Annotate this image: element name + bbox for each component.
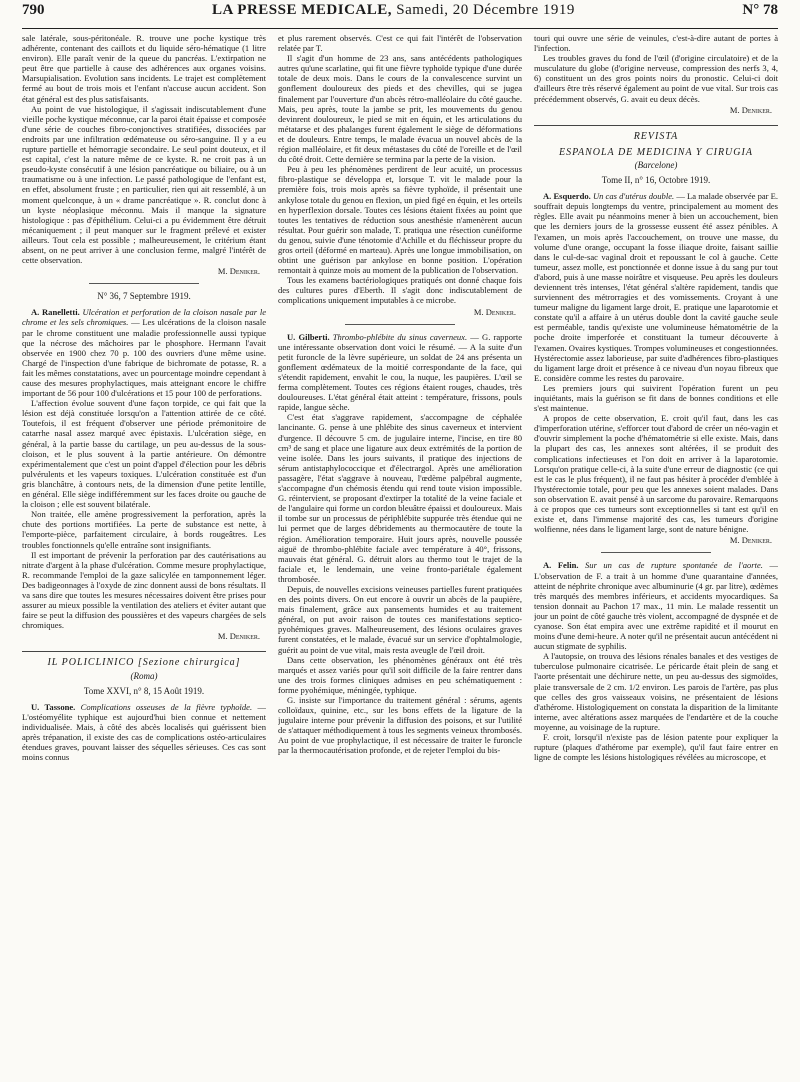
paragraph: Il s'agit d'un homme de 23 ans, sans antécédents pathologiques autres qu'une scarlatine, qui fit une fièvre typhoïde typique d'une durée totale de deux mois. Dans le cours de la convalescence survint un gonflement douloureux des pieds et des chevilles, qui se jugea finalement par l'ouverture d'un abcès rétro-malléolaire du côté gauche. Mais, peu après, toute la jambe se prit, les mouvements du genou devinrent douloureux, le pied se mit en équin, et les articulations du métatarse et des phalanges furent également le siège de déformations et de douleurs. Entre temps, le malade évacua un nouvel abcès de la région malléolaire, et fit deux métastases du côté de l'oreille et de l'œil du côté droit. Cette dernière se termina par la perte de la vision.	[278, 53, 522, 165]
article-text: — Les ulcérations de la cloison nasale par le chrome constituent une maladie professionnelle aussi typique que la nécrose des mâchoires par le phosphore. Hermann l'avait observée en 1900 chez 70 p. 100 des ouvriers d'une même usine. Chargé de l'inspection d'une fabrique de bichromate de potasse, R. a fait les mêmes constatations, avec un pourcentage moindre cependant à cause des mesures prophylactiques, mais atteignant encore le chiffre important de 56 pour 100 d'ulcérations et 15 pour 100 de perforations.	[22, 317, 266, 399]
paragraph: sale latérale, sous-péritonéale. R. trouve une poche kystique très adhérente, contenant des caillots et du liquide séro-hématique (1 litre environ). Elle paraît venir de la queue du pancréas. L'extirpation ne peut être que partielle à cause des adhérences aux organes voisins. Marsupialisation. Evolution sans incidents. Le trajet est complètement fermé au bout de trois mois et l'enfant n'accuse aucun accident. Son état général est des plus satisfaisants.	[22, 33, 266, 104]
article-author: A. Ranelletti.	[31, 307, 80, 318]
paragraph: G. insiste sur l'importance du traitement général : sérums, agents colloïdaux, quinine, etc., sur les bons effets de la ligature de la jugulaire interne pour prévenir la diffusion des poisons, et sur l'utilité de s'attaquer méthodiquement à tous les segments veineux thrombosés. Au point de vue prophylactique, il est nécessaire de traiter le furoncle par la thermocautérisation profonde, et de rejeter l'emploi du bis-	[278, 695, 522, 756]
article-title: Un cas d'utérus double.	[592, 191, 675, 202]
journal-rule	[534, 125, 778, 126]
paragraph: A l'autopsie, on trouva des lésions rénales banales et des vestiges de tuberculose pulmonaire cicatrisée. Le péricarde était plein de sang et l'aorte présentait une déchirure nette, un peu au-dessus des sigmoïdes, plaie transversale de 2 cm. 1/2 environ. Les parois de l'artère, pas plus que celles des gros vaisseaux voisins, ne présentaient de lésions d'athérome. Histologiquement on constata la disparition de la limitante interne, avec altérations assez marquées de l'endartère et de la couche moyenne, au voisinage de la rupture.	[534, 651, 778, 732]
journal-city: (Roma)	[130, 670, 158, 681]
article-title: Complications osseuses de la fièvre typhoïde.	[80, 701, 253, 712]
article-author: U. Tassone.	[31, 701, 76, 712]
issue-heading: Tome II, n° 16, Octobre 1919.	[601, 175, 711, 186]
column-2	[278, 33, 522, 1079]
paragraph: A propos de cette observation, E. croit qu'il faut, dans les cas d'imperforation utérine, s'efforcer tout d'abord de créer un néo-vagin et d'ouvrir simplement la poche d'hématométrie si elle existe. Mais, dans la plupart des cas, les annexes sont altérées, il se produit des complications infectieuses et l'on doit en arriver à la laparotomie. Lorsqu'on pratique celle-ci, à la suite d'une erreur de diagnostic (ce qui est le cas le plus fréquent), il ne faut pas hésiter à procéder d'emblée à l'hystérectomie totale, pour peu que les annexes soient malades. Dans son observation E. avait pensé à un sarcome du parovaire. Remarquons à ce propos que ces tumeurs sont exceptionnelles si tant est qu'il en existe et, dans l'immense majorité des cas, les tumeurs d'origine wolfienne, nées dans le ligament large, sont de nature bénigne.	[534, 413, 778, 535]
article-author: A. Esquerdo.	[543, 191, 591, 202]
article-lead	[22, 702, 266, 763]
paragraph: Au point de vue histologique, il s'agissait indiscutablement d'une vieille poche kystique méconnue, car la paroi était épaisse et composée d'une série de couches fibro-conjonctives stratifiées, dissociées par endroits par une infiltration œdémateuse ou séro-sanguine. Il y a eu rupture partielle et hémorragie secondaire. Le seul point douteux, et il est capital, c'est la nature même de ce kyste. R. ne croit pas à un pseudo-kyste consécutif à une lésion pancréatique ou biliaire, ou à un traumatisme ou à une infection. Le passé pathologique de l'enfant est, en effet, absolument fruste ; en particulier, rien qui ait ressemblé, à un moment quelconque, à un « drame pancréatique ». R. conclut donc à un kyste néoplasique méconnu. Mais il manque la signature histologique : pas d'épithélium. Celui-ci a pu évidemment être détruit mécaniquement ; il peut manquer sur le fragment prélevé et exister ailleurs. Tout cela est possible ; malheureusement, le critérium étant absent, on ne peut arriver à une conclusion ferme, malgré l'intérêt de cette observation.	[22, 103, 266, 266]
paragraph: L'affection évolue souvent d'une façon torpide, ce qui fait que la lésion est déjà constituée lorsqu'on a l'attention attirée de ce côté. Toutefois, il est fréquent d'observer une période prémonitoire de catarrhe nasal assez marqué avec épistaxis. L'ulcération siège, en général, à la partie basse du cartilage, un peu au-dessus de la sous-cloison, et le plus souvent à la partie antérieure. On démontre expérimentalement que c'est un point d'appel d'élection pour les débris pulvérulents et les vapeurs toxiques. L'ulcération constituée est d'un gris blanchâtre, à contours nets, de la dimension d'une petite lentille, en général. Elle siège indifféremment sur les faces droite ou gauche de la cloison ; elle est souvent bilatérale.	[22, 398, 266, 510]
separator	[89, 283, 199, 284]
paragraph: Non traitée, elle amène progressivement la perforation, après la chute des portions mortifiées. La perte de substance est nette, à l'emporte-pièce, parfaitement circulaire, à bords rougeâtres. Les troubles fonctionnels qu'elle entraîne sont insignifiants.	[22, 509, 266, 550]
paragraph: Les premiers jours qui suivirent l'opération furent un peu inquiétants, mais la guérison se fit dans de bonnes conditions et elle s'est maintenue.	[534, 382, 778, 414]
article-lead	[534, 191, 778, 383]
paragraph: et plus rarement observés. C'est ce qui fait l'intérêt de l'observation relatée par T.	[278, 33, 522, 54]
issue-date: Samedi, 20 Décembre 1919	[396, 2, 575, 18]
journal-title: REVISTA	[633, 130, 679, 142]
article-ranelletti	[22, 307, 266, 641]
article-lead	[22, 307, 266, 398]
article-author: U. Gilberti.	[287, 331, 330, 342]
issue-heading: N° 36, 7 Septembre 1919.	[97, 291, 191, 302]
paragraph: F. croit, lorsqu'il n'existe pas de lésion patente pour expliquer la rupture (plaques d'athérome par exemple), qu'il faut faire entrer en ligne de compte les lésions histologiques révélées au microscope, et	[534, 732, 778, 763]
article-title: Sur un cas de rupture spontanée de l'aorte.	[585, 560, 763, 571]
journal-name: LA PRESSE MEDICALE,	[212, 2, 392, 18]
article-gilberti	[278, 332, 522, 756]
article-tassone	[22, 702, 266, 763]
paragraph: Il est important de prévenir la perforation par des cautérisations au nitrate d'argent à la phase d'ulcération. Comme mesure prophylactique, R. recommande l'emploi de la gaze salicylée en tamponnement léger. Des badigeonnages à l'oxyde de zinc donnent aussi de bons résultats. Il va sans dire que toutes les mesures nécessaires doivent être prises pour assurer au mieux possible la ventilation des ateliers et éviter autant que faire se peut la diffusion des poussières et des vapeurs chargées de sels chromiques.	[22, 549, 266, 631]
article-text: — L'observation de F. a trait à un homme d'une quarantaine d'années, atteint de néphrite chronique avec albuminurie (4 gr. par litre), œdèmes très marqués des membres inférieurs, et accidents myocardiques. Sa tension donnait au Pachon 17 max., 11 min. Le malade ressentit un jour un point de côté gauche très violent, accompagné de dyspnée et de cyanose. Son état empira avec une extrême rapidité et il mourut en moins d'une demi-heure. A noter qu'il ne présentait aucun antécédent ni aucun stigmate de syphilis.	[534, 560, 778, 652]
page-header	[22, 0, 778, 28]
journal-rule	[22, 651, 266, 652]
article-title: Thrombo-phlébite du sinus caverneux.	[332, 331, 468, 342]
page-number: 790	[22, 2, 45, 18]
paragraph: Depuis, de nouvelles excisions veineuses partielles furent pratiquées en des points divers. On eut encore à ouvrir un abcès de la paupière, mais finalement, grâce aux pansements humides et au traitement général, on put avoir raison de toutes ces manifestations septico-pyohémiques graves. Malheureusement, des lésions oculaires graves furent constatées, et le malade, évacué sur un service d'ophtalmologie, guérit au point de vue vital, mais resta aveugle de l'œil droit.	[278, 583, 522, 655]
paragraph: C'est état s'aggrave rapidement, s'accompagne de céphalée lancinante. G. pense à une phlébite des sinus caverneux et intervient d'urgence. Il découvre 5 cm. de jugulaire interne, l'incise, en tire 80 cm³ de sang et place une ligature aux deux extrémités de la portion de veine isolée. Dans les jours suivants, il pratique des injections de sérum antistaphylococcique et d'électrargol. Après une amélioration passagère, l'état s'aggrave à nouveau, l'œdème palpébral augmente, s'accompagne d'un chémosis étendu qui rend toute vision impossible. G. réintervient, se proposant d'extirper la totalité de la veine faciale et de l'angulaire qui forme un cordon bleuâtre épaissi et douloureux. Mais il tombe sur un processus de périphlébite suppurée très étendue qui ne lui permet que de larges débridements au thermocautère de toute la région. Amélioration temporaire. Huit jours après, nouvelle poussée aiguë de thrombo-phlébite faciale avec température à 40°, frissons, mauvais état général. G. détruit alors au thermo tout le trajet de la faciale et, le lendemain, une veine fronto-pariétale également thrombosée.	[278, 412, 522, 584]
signature: M. Deniker.	[729, 104, 772, 115]
article-title: Ulcération et perforation de la cloison nasale par le chrome et les sels chromiques.	[22, 307, 266, 328]
column-1	[22, 33, 266, 1079]
issue-number: N° 78	[742, 2, 778, 18]
article-lead	[534, 560, 778, 651]
journal-title-line2: ESPANOLA DE MEDICINA Y CIRUGIA	[559, 146, 753, 158]
paragraph: Dans cette observation, les phénomènes généraux ont été très marqués et assez variés pour qu'il soit difficile de la faire rentrer dans une des trois formes cliniques admises en peu schématiquement : forme pyohémique, méningée, typhique.	[278, 654, 522, 695]
column-3	[534, 33, 778, 1079]
separator	[601, 552, 711, 553]
article-lead	[278, 332, 522, 413]
article-esquerdo	[534, 191, 778, 545]
separator	[345, 324, 455, 325]
paragraph: Tous les examens bactériologiques pratiqués ont donné chaque fois des cultures pures d'Eberth. Il s'agit donc indiscutablement de complications uniquement imputables à ce microbe.	[278, 275, 522, 306]
issue-heading: Tome XXVI, n° 8, 15 Août 1919.	[83, 685, 205, 696]
paragraph: Les troubles graves du fond de l'œil (d'origine circulatoire) et de la musculature du globe (d'origine nerveuse, compression des nerfs 3, 4, 6) constituent un des gros points noirs du pronostic. Celui-ci doit d'ailleurs être très réservé également au point de vue vital. Sur trois cas précédemment observés, G. avait eu deux décès.	[534, 53, 778, 104]
masthead	[212, 2, 575, 19]
article-author: A. Felin.	[543, 560, 579, 571]
signature: M. Deniker.	[473, 306, 516, 317]
article-text: — G. rapporte une intéressante observation dont voici le résumé. — A la suite d'un petit furoncle de la lèvre supérieure, un soldat de 24 ans présenta un gonflement œdémateux de la moitié correspondante de la face, qui s'étendit rapidement, envahit le cou, la nuque, les paupières. L'œil se ferma complètement. Toutes ces régions étaient rouges, chaudes, très douloureuses. L'état général était atteint : température, frissons, pouls rapide, langue sèche.	[278, 331, 522, 413]
signature: M. Deniker.	[217, 266, 260, 277]
article-text: — La malade observée par E. souffrait depuis longtemps du ventre, principalement au moment des règles. Elle avait pu néanmoins mener à bien un accouchement, bien que les derniers jours de la grossesse eussent été assez pénibles. A l'examen, un mois après l'accouchement, on trouve une masse, du volume d'une orange, occupant la fosse iliaque droite, faisant saillie dans le cul-de-sac vaginal droit et repoussant le col à gauche. Cette tumeur, assez molle, est ponctionnée et donne issue à du sang pur tout d'abord, puis à une masse noirâtre et visqueuse. Peu après les douleurs deviennent très intenses, l'état général s'altère rapidement, tandis que surviennent des métrorragies et des vomissements. Croyant à une tumeur maligne du ligament large droit, E. pratique une laparotomie et constate qu'il a affaire à un utérus double dont la cavité gauche seule est perméable, tandis qu'existe une volumineuse hématométrie de la poche droite imperforée et constituant la tumeur découverte à l'examen. Ovaires kystiques. Trompes volumineuses et congestionnées. Hystérectomie assez laborieuse, par suite d'adhérences fibro-plastiques du ligament large droit et présence à ce niveau d'un noyau fibreux que E. considère comme les restes du parovaire.	[534, 191, 778, 383]
journal-title: IL POLICLINICO [Sezione chirurgica]	[47, 657, 241, 669]
article-felin	[534, 560, 778, 762]
signature: M. Deniker.	[217, 631, 260, 642]
text-columns	[22, 33, 778, 1079]
signature: M. Deniker.	[729, 535, 772, 546]
paragraph: touri qui ouvre une série de veinules, c'est-à-dire autant de portes à l'infection.	[534, 33, 778, 54]
article-text: — L'ostéomyélite typhique est aujourd'hui bien connue et nettement individualisée. Mais, à côté des abcès localisés qui guérissent bien après trépanation, il existe des cas de complications ostéo-articulaires étendues graves, pouvant laisser des séquelles sérieuses. Ces cas sont moins connus	[22, 701, 266, 763]
paragraph: Peu à peu les phénomènes perdirent de leur acuité, un processus fibro-plastique se développa et, lorsque T. vit le malade pour la première fois, trois mois après sa fièvre typhoïde, il présentait une ankylose totale du genou en flexion, un pied figé en équin, et les orteils en hyperflexion dorsale. Toutes ces lésions étaient fixées au point que toutes les tentatives de réduction sous anesthésie n'amenèrent aucun résultat. Pour guérir son malade, T. pratiqua une résection cunéiforme du genou, suivie d'une ténotomie d'Achille et du fléchisseur propre du gros orteil (déformé en marteau). Après une longue immobilisation, on obtint une guérison par ankylose en bonne position. L'opération remontait à quinze mois au moment de la publication de l'observation.	[278, 164, 522, 276]
header-rule	[22, 28, 778, 29]
journal-city: (Barcelone)	[634, 159, 678, 170]
